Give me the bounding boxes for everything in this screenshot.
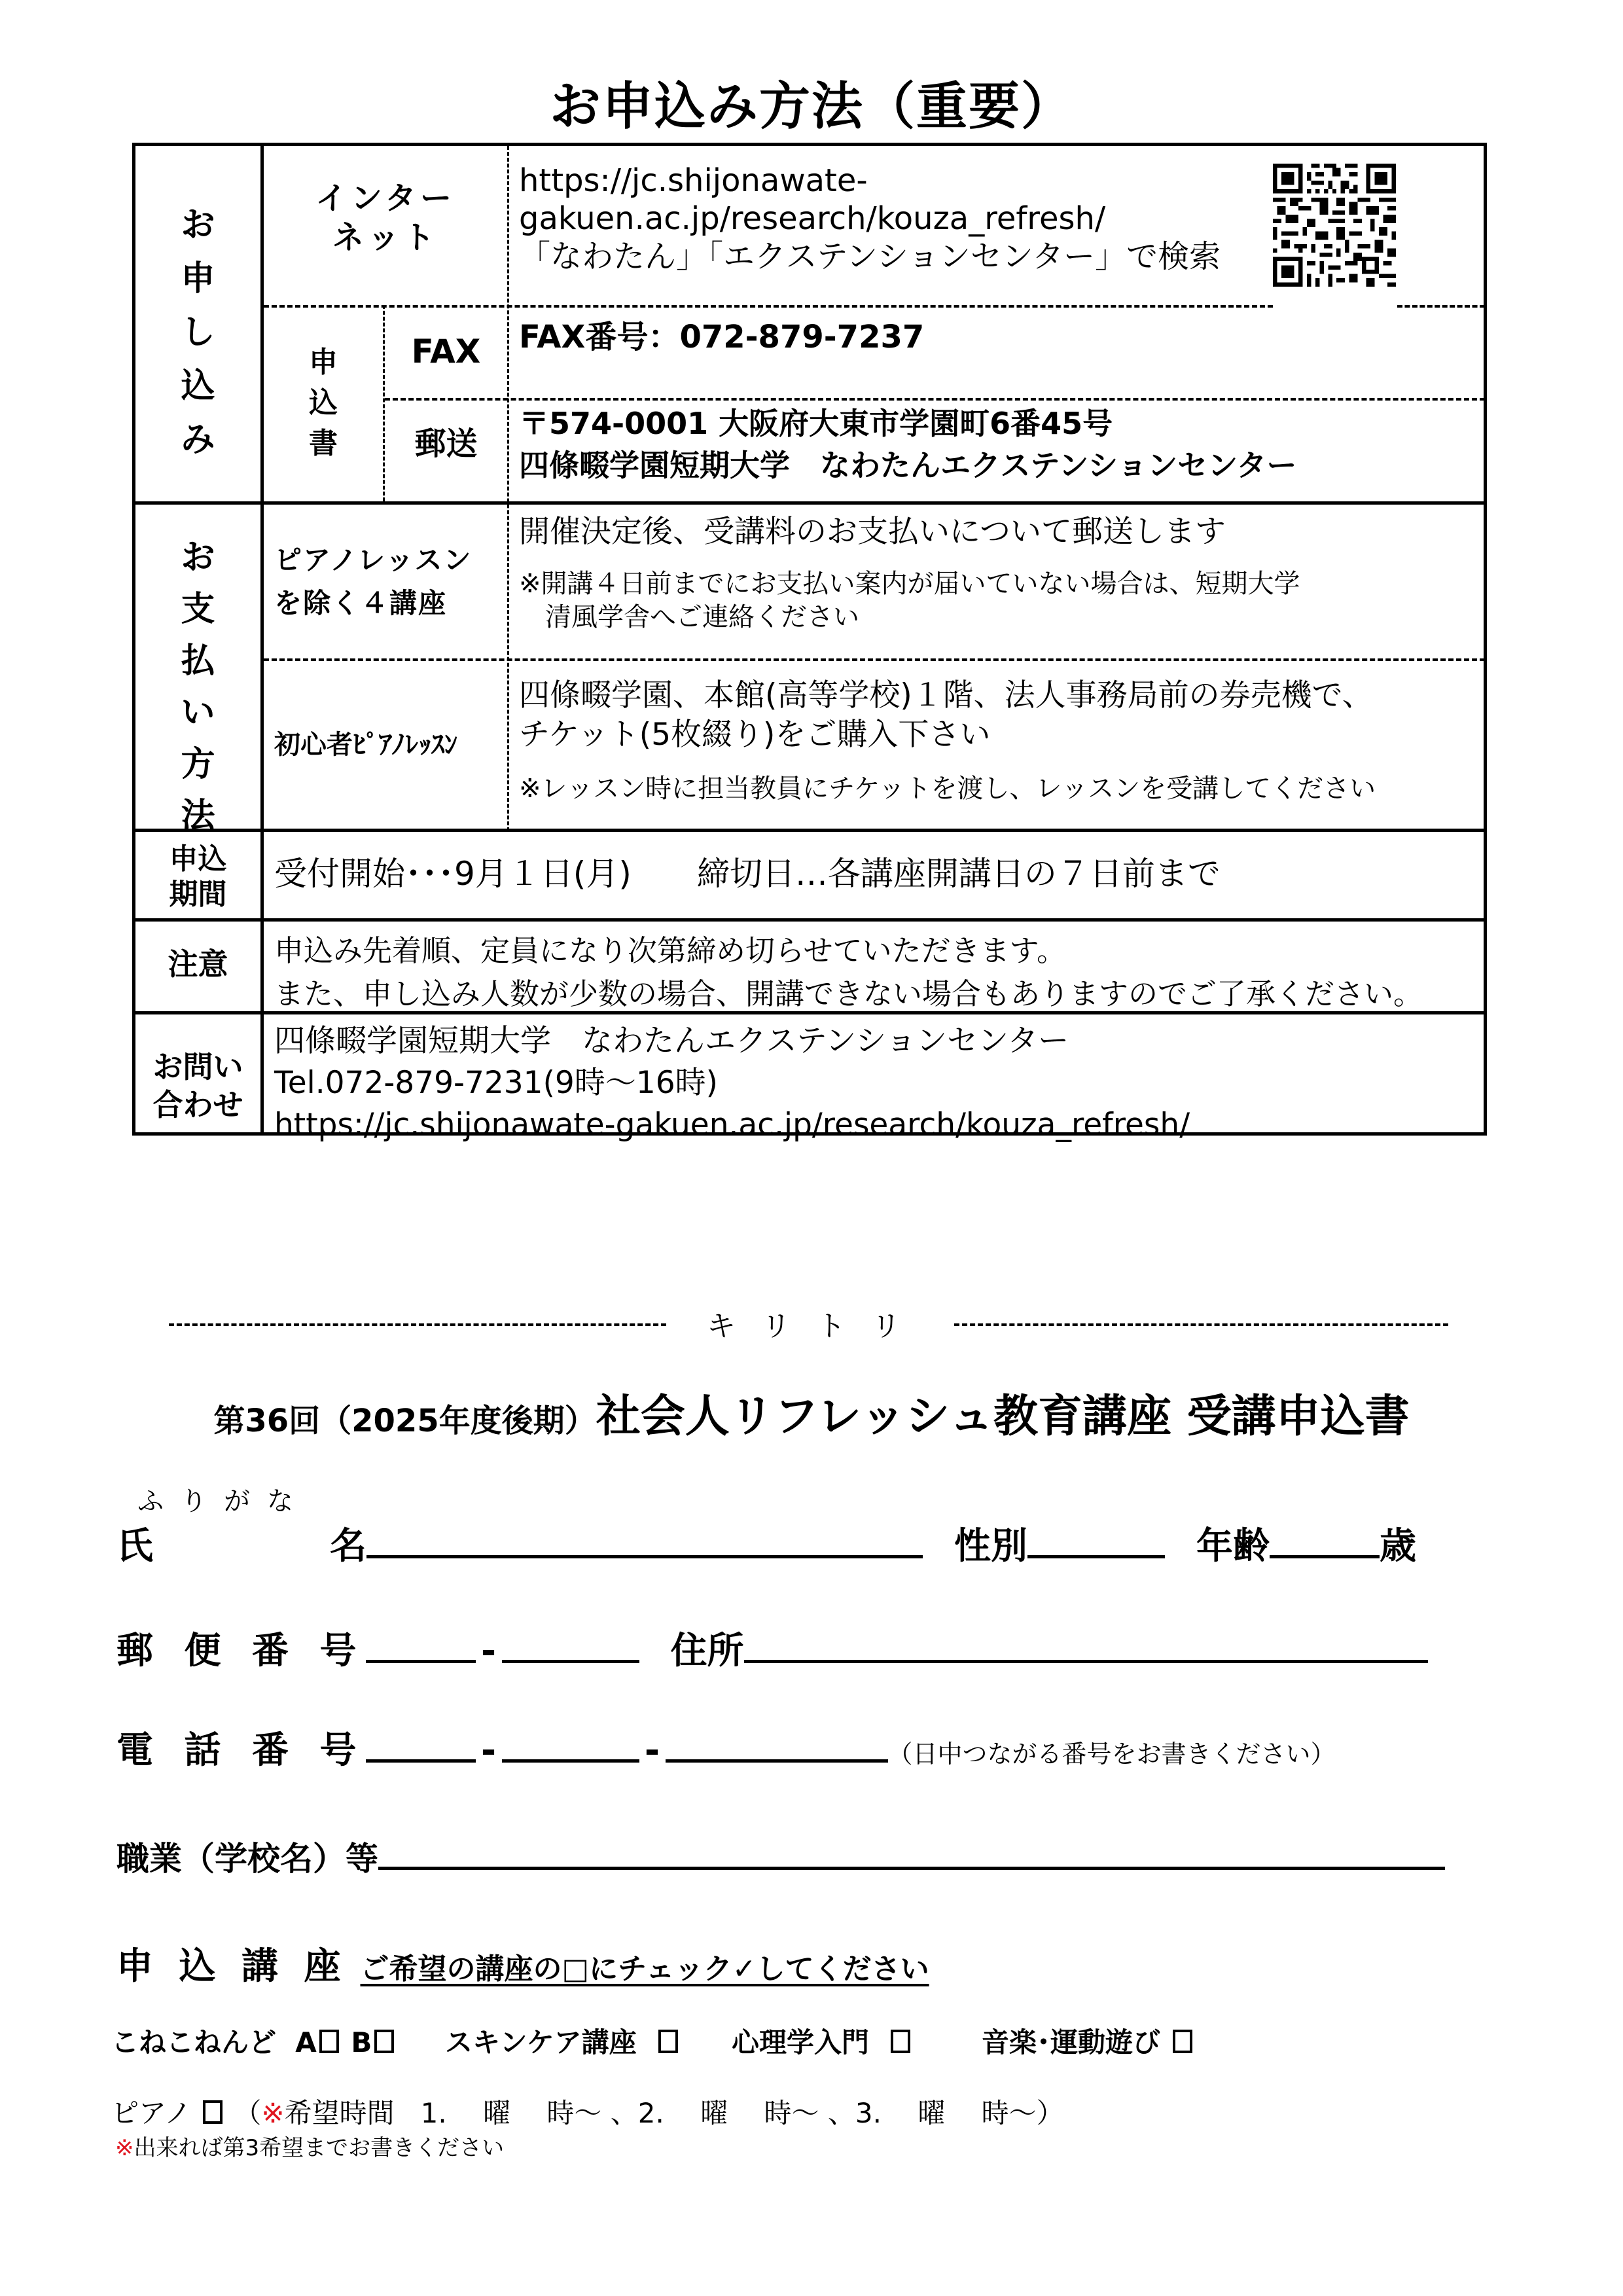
payment-text: チケット(5枚綴り)をご購入下さい <box>519 717 991 753</box>
label-char: い <box>181 693 215 732</box>
address-field[interactable] <box>744 1626 1428 1663</box>
form-title <box>0 1381 1623 1444</box>
postal-row <box>116 1622 1428 1674</box>
postal-code-field-1[interactable] <box>366 1626 476 1663</box>
name-label: 名 <box>330 1525 366 1568</box>
general-payment-info <box>519 512 1300 633</box>
website-url[interactable]: gakuen.ac.jp/research/kouza_refresh/ <box>519 200 1106 237</box>
phone-row <box>116 1721 1336 1774</box>
note-mark: ※ <box>115 2135 134 2161</box>
row-divider-dashed <box>264 305 1273 308</box>
form-title-prefix: 第36回（2025年度後期） <box>213 1403 596 1439</box>
notes-label: 注意 <box>168 946 228 982</box>
row-divider-dashed <box>1397 305 1485 308</box>
checkbox-clay-a[interactable] <box>319 2030 339 2053</box>
name-field[interactable] <box>366 1521 923 1558</box>
occupation-row <box>116 1833 1445 1880</box>
label-char: 支 <box>181 590 215 629</box>
contact-label <box>135 1048 260 1124</box>
option-label: A <box>295 2026 317 2058</box>
footnote-text: 出来れば第3希望までお書きください <box>134 2135 505 2161</box>
cut-label: キリトリ <box>707 1310 927 1343</box>
course-name: こねこねんど <box>111 2026 277 2058</box>
payment-note: ※レッスン時に担当教員にチケットを渡し、レッスンを受講してください <box>519 774 1376 804</box>
cut-line-dashes <box>169 1323 666 1326</box>
checkbox-piano[interactable] <box>203 2100 223 2124</box>
page-title: お申込み方法（重要） <box>549 77 1073 136</box>
label-char: 法 <box>181 797 215 836</box>
payment-note: ※開講４日前までにお支払い案内が届いていない場合は、短期大学 <box>519 569 1300 599</box>
course-name: 心理学入門 <box>732 2026 870 2058</box>
phone-field-1[interactable] <box>366 1725 476 1763</box>
preferred-time-label: 希望時間 <box>284 2097 395 2129</box>
phone-hint: （日中つながる番号をお書きください） <box>887 1740 1336 1768</box>
row-divider <box>135 501 1485 505</box>
course-option-clay <box>111 2021 397 2060</box>
piano-payment-info <box>519 676 1376 808</box>
notes-line: また、申し込み人数が少数の場合、開講できない場合もありますのでご了承ください。 <box>274 977 1423 1011</box>
postal-code-field-2[interactable] <box>502 1626 639 1663</box>
contact-url[interactable]: https://jc.shijonawate-gakuen.ac.jp/research/kouza_refresh/ <box>274 1107 1190 1143</box>
label-char: 込 <box>181 367 215 406</box>
row-divider-dashed <box>385 398 1485 401</box>
age-field[interactable] <box>1270 1521 1380 1558</box>
label-char: 込 <box>309 386 338 420</box>
course-row <box>116 1937 929 1990</box>
furigana-label: ふりがな <box>137 1486 310 1516</box>
cut-line <box>169 1302 1452 1342</box>
mail-address <box>519 403 1296 486</box>
course-option-psychology <box>732 2021 913 2060</box>
label-char: 申 <box>309 346 338 379</box>
course-name: ピアノ <box>111 2097 192 2129</box>
search-hint: 「なわたん」「エクステンションセンター」で検索 <box>519 238 1221 275</box>
phone-separator: - <box>480 1729 497 1772</box>
organization-name: 四條畷学園短期大学 なわたんエクステンションセンター <box>519 448 1297 483</box>
fax-number[interactable]: FAX番号：072-879-7237 <box>519 319 925 355</box>
payment-note: 清風学舎へご連絡ください <box>519 602 859 632</box>
gender-field[interactable] <box>1027 1521 1165 1558</box>
payment-text: 四條畷学園、本館(高等学校)１階、法人事務局前の券売機で、 <box>519 677 1373 713</box>
piano-footnote <box>115 2130 504 2162</box>
form-title-main: 社会人リフレッシュ教育講座 受講申込書 <box>596 1391 1410 1443</box>
internet-info <box>519 162 1221 276</box>
contact-organization: 四條畷学園短期大学 なわたんエクステンションセンター <box>274 1023 1069 1059</box>
period-text: 受付開始･･･9月１日(月) 締切日…各講座開講日の７日前まで <box>274 855 1221 893</box>
row-divider <box>135 918 1485 922</box>
payment-section-label <box>135 532 260 842</box>
notes-text <box>274 929 1423 1016</box>
course-label: 申 込 講 座 <box>116 1945 348 1988</box>
cut-line-dashes <box>954 1323 1448 1326</box>
name-row <box>116 1517 1416 1570</box>
label-line: ネット <box>332 219 438 256</box>
fax-label: FAX <box>411 332 481 370</box>
qr-code-icon[interactable] <box>1273 164 1396 287</box>
postal-code-label: 郵 便 番 号 <box>116 1630 366 1672</box>
internet-label <box>264 179 507 257</box>
col-divider <box>260 146 264 1136</box>
label-line: ピアノレッスン <box>274 544 473 576</box>
occupation-field[interactable] <box>378 1833 1445 1870</box>
period-label <box>135 842 260 912</box>
checkbox-music[interactable] <box>1173 2030 1192 2053</box>
label-char: み <box>181 420 215 459</box>
checkbox-skincare[interactable] <box>658 2030 678 2053</box>
phone-field-2[interactable] <box>502 1725 639 1763</box>
course-name: スキンケア講座 <box>445 2026 637 2058</box>
occupation-label: 職業（学校名）等 <box>116 1840 378 1878</box>
address-label: 住所 <box>670 1630 744 1672</box>
piano-lesson-label: 初心者ﾋﾟｱﾉﾚｯｽﾝ <box>274 730 457 760</box>
postal-separator: - <box>480 1630 497 1672</box>
gender-label: 性別 <box>954 1525 1027 1568</box>
name-label: 氏 <box>116 1525 153 1568</box>
mail-label: 郵送 <box>414 425 478 462</box>
label-char: 申 <box>181 259 215 298</box>
course-instruction: ご希望の講座の□にチェック✓してください <box>360 1952 929 1986</box>
label-char: お <box>181 538 215 577</box>
option-label: B <box>351 2026 372 2058</box>
label-char: お <box>181 206 215 245</box>
contact-phone[interactable]: Tel.072-879-7231(9時～16時) <box>274 1065 718 1101</box>
postal-address: 〒574-0001 大阪府大東市学園町6番45号 <box>519 406 1113 441</box>
row-divider-dashed <box>264 658 1485 661</box>
notes-line: 申込み先着順、定員になり次第締め切らせていただきます。 <box>274 933 1067 968</box>
contact-info <box>274 1020 1190 1146</box>
course-option-piano <box>111 2092 1064 2131</box>
phone-label: 電 話 番 号 <box>116 1729 366 1772</box>
label-line: 申込 <box>169 842 227 876</box>
phone-field-3[interactable] <box>666 1725 888 1763</box>
age-unit: 歳 <box>1380 1525 1416 1568</box>
website-url[interactable]: https://jc.shijonawate- <box>519 162 868 199</box>
course-option-skincare <box>445 2021 681 2060</box>
label-line: お問い <box>152 1049 243 1085</box>
phone-separator: - <box>644 1729 660 1772</box>
checkbox-psychology[interactable] <box>891 2030 910 2053</box>
general-courses-label <box>274 539 503 625</box>
preferred-time-slots[interactable]: 1. 曜 時～ 、2. 曜 時～ 、3. 曜 時～） <box>420 2097 1064 2129</box>
label-char: 方 <box>181 745 215 784</box>
label-line: 期間 <box>169 878 227 911</box>
label-line: 合わせ <box>152 1087 243 1122</box>
application-info-table <box>132 143 1487 1143</box>
course-option-music <box>982 2021 1195 2060</box>
payment-text: 開催決定後、受講料のお支払いについて郵送します <box>519 514 1226 550</box>
form-label <box>264 342 383 464</box>
label-char: し <box>181 313 215 352</box>
label-char: 払 <box>181 641 215 681</box>
label-line: インター <box>315 180 456 217</box>
label-char: 書 <box>309 427 338 460</box>
row-divider <box>135 829 1485 832</box>
checkbox-clay-b[interactable] <box>374 2030 394 2053</box>
note-mark: ※ <box>261 2097 285 2129</box>
age-label: 年齢 <box>1196 1525 1270 1568</box>
paren: （ <box>234 2097 262 2129</box>
course-name: 音楽･運動遊び <box>982 2026 1161 2058</box>
label-line: を除く４講座 <box>274 587 448 619</box>
apply-section-label <box>135 198 260 467</box>
